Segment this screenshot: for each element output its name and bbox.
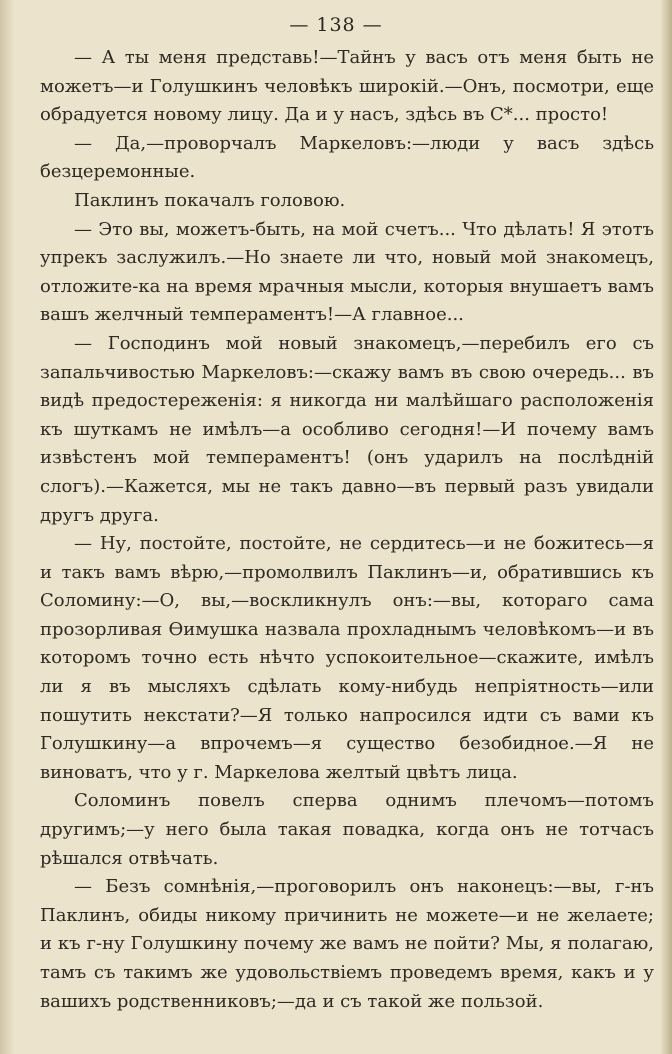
paragraph-4: — Это вы, можетъ-быть, на мой счетъ... Что дѣлать! Я этотъ упрекъ заслужилъ.—Но знаете ли что, новый мой знакомецъ, отложите-ка на время мрачныя мысли, которыя внушаетъ вамъ вашъ желчный темпераментъ!—А главное... <box>40 218 654 326</box>
paragraph-3: Паклинъ покачалъ головою. <box>74 189 346 211</box>
paragraph-8: — Безъ сомнѣнія,—проговорилъ онъ наконецъ:—вы, г-нъ Паклинъ, обиды никому причинить не можете—и не желаете; и къ г-ну Голушкину почему же вамъ не пойти? Мы, я полагаю, тамъ съ такимъ же удовольствіемъ проведемъ время, какъ и у вашихъ родственниковъ;—да и съ такой же пользой. <box>40 876 654 1012</box>
page-shadow-left <box>0 0 14 1054</box>
paragraph-7: Соломинъ повелъ сперва однимъ плечомъ—потомъ другимъ;—у него была такая повадка, когда онъ не тотчасъ рѣшался отвѣчать. <box>40 790 654 869</box>
paragraph-2: — Да,—проворчалъ Маркеловъ:—люди у васъ здѣсь безцеремонные. <box>40 132 654 183</box>
body-text <box>40 44 654 1016</box>
paragraph-5: — Господинъ мой новый знакомецъ,—перебилъ его съ запальчивостью Маркеловъ:—скажу вамъ въ свою очередь... въ видѣ предостереженія: я никогда ни малѣйшаго расположенія къ шуткамъ не имѣлъ—а особливо сегодня!—И почему вамъ извѣстенъ мой темпераментъ! (онъ ударилъ на послѣдній слогъ).—Кажется, мы не такъ давно—въ первый разъ увидали другъ друга. <box>40 332 654 526</box>
paragraph-6: — Ну, постойте, постойте, не сердитесь—и не божитесь—я и такъ вамъ вѣрю,—промолвилъ Паклинъ—и, обратившись къ Соломину:—О, вы,—воскликнулъ онъ:—вы, котораго сама прозорливая Өимушка назвала прохладнымъ человѣкомъ—и въ которомъ точно есть нѣчто успокоительное—скажите, имѣлъ ли я въ мысляхъ сдѣлать кому-нибудь непріятность—или пошутить некстати?—Я только напросился идти съ вами къ Голушкину—а впрочемъ—я существо безобидное.—Я не виноватъ, что у г. Маркелова желтый цвѣтъ лица. <box>40 533 654 783</box>
page-number: — 138 — <box>289 14 383 36</box>
page-shadow-right <box>660 0 672 1054</box>
paragraph-1: — А ты меня представь!—Тайнъ у васъ отъ меня быть не можетъ—и Голушкинъ человѣкъ широкій.—Онъ, посмотри, еще обрадуется новому лицу. Да и у насъ, здѣсь въ С*... просто! <box>40 47 654 126</box>
